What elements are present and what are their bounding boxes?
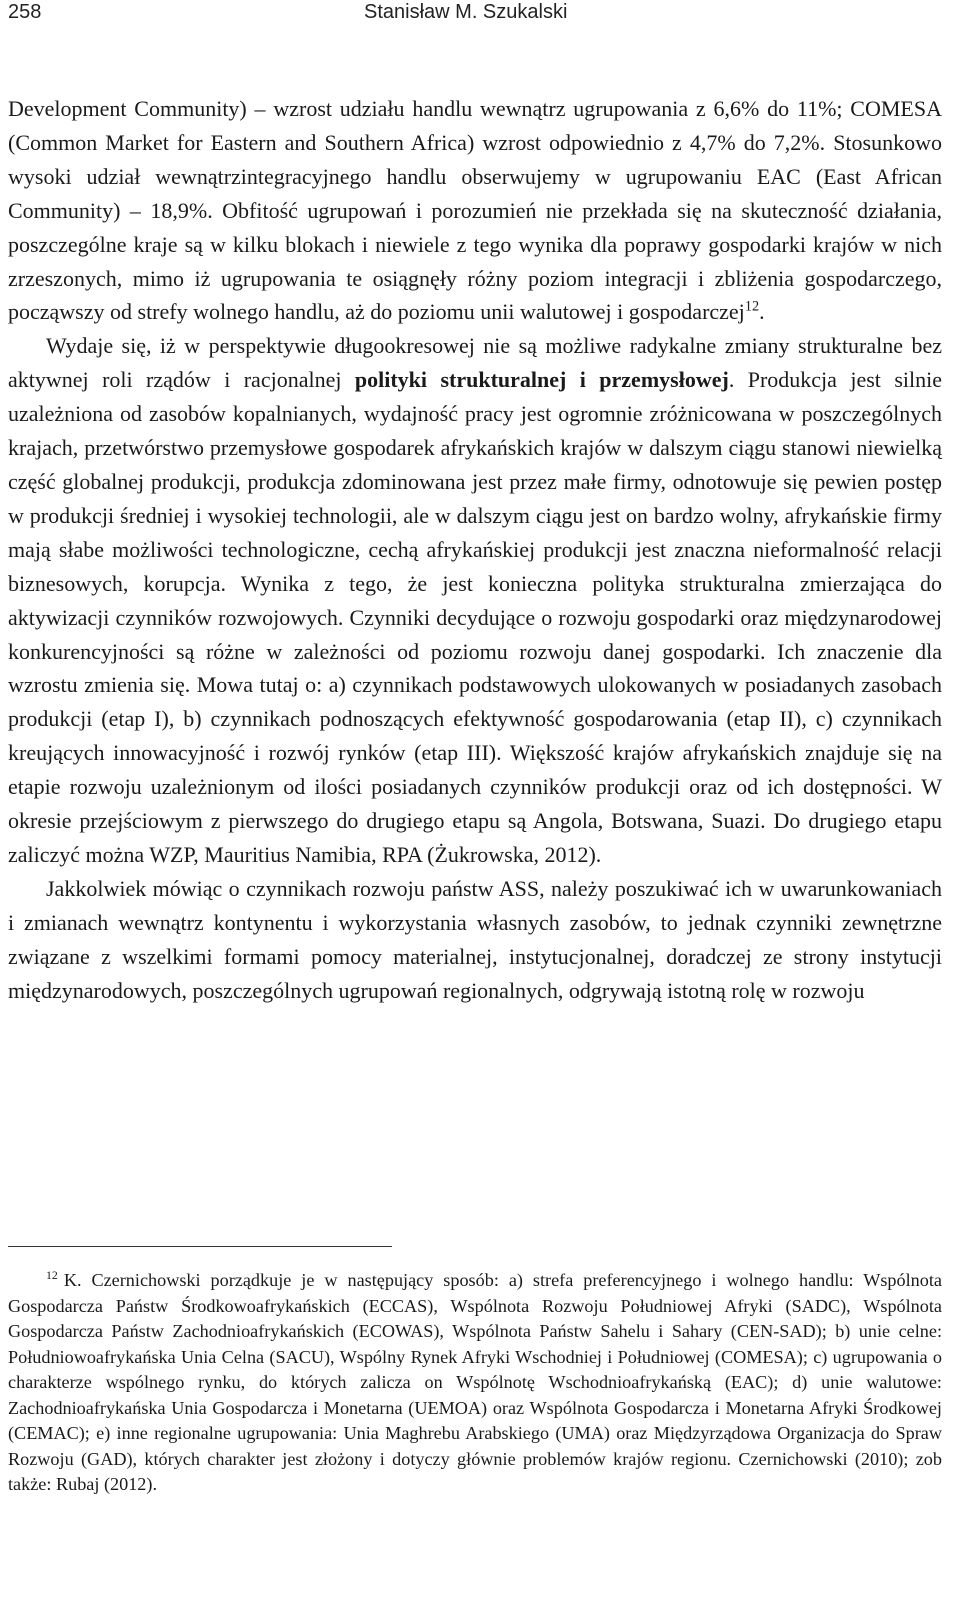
paragraph-development-factors (8, 872, 942, 1008)
main-text (8, 92, 942, 1007)
paragraph-text: . Produkcja jest silnie uzależniona od zasobów kopalnianych, wydajność pracy jest ogromnie zróżnicowana w poszczególnych krajach, przetwórstwo przemysłowe gospodarek afrykańskich krajów w dalszym ciągu stanowi niewielką część globalnej produkcji, produkcja zdominowana jest przez małe firmy, odnotowuje się pewien postęp w produkcji średniej i wysokiej technologii, ale w dalszym ciągu jest on bardzo wolny, afrykańskie firmy mają słabe możliwości technologiczne, cechą afrykańskiej produkcji jest znaczna nieformalność relacji biznesowych, korupcja. Wynika z tego, że jest konieczna polityka strukturalna zmierzająca do aktywizacji czynników rozwojowych. Czynniki decydujące o rozwoju gospodarki oraz międzynarodowej konkurencyjności są różne w zależności od poziomu rozwoju danej gospodarki. Ich znaczenie dla wzrostu zmienia się. Mowa tutaj o: a) czynnikach podstawowych ulokowanych w posiadanych zasobach produkcji (etap I), b) czynnikach podnoszących efektywność gospodarowania (etap II), c) czynnikach kreujących innowacyjność i rozwój rynków (etap III). Większość krajów afrykańskich znajduje się na etapie rozwoju uzależnionym od ilości posiadanych czynników produkcji oraz od ich dostępności. W okresie przejściowym z pierwszego do drugiego etapu są Angola, Botswana, Suazi. Do drugiego etapu zaliczyć można WZP, Mauritius Namibia, RPA (Żukrowska, 2012). (8, 367, 942, 867)
page-number: 258 (8, 1, 42, 23)
paragraph-text-end: . (759, 299, 765, 325)
footnote-text: K. Czernichowski porządkuje je w następujący sposób: a) strefa preferencyjnego i wolnego handlu: Wspólnota Gospodarcza Państw Środkowoafrykańskich (ECCAS), Wspólnota Rozwoju Południowej Afryki (SADC), Wspólnota Gospodarcza Państw Zachodnioafrykańskich (ECOWAS), Wspólnota Państw Sahelu i Sahary (CEN-SAD); b) unie celne: Południowoafrykańska Unia Celna (SACU), Wspólny Rynek Afryki Wschodniej i Południowej (COMESA); c) ugrupowania o charakterze wspólnego rynku, do których zalicza on Wspólnotę Wschodnioafrykańską (EAC); d) unie walutowe: Zachodnioafrykańska Unia Gospodarcza i Monetarna (UEMOA) oraz Wspólnota Gospodarcza i Monetarna Afryki Środkowej (CEMAC); e) inne regionalne ugrupowania: Unia Maghrebu Arabskiego (UMA) oraz Międzyrządowa Organizacja do Spraw Rozwoju (GAD), których charakter jest złożony i dotyczy głównie problemów krajów regionu. Czernichowski (2010); zob także: Rubaj (2012). (8, 1270, 942, 1494)
footnote-mark: 12 (46, 1267, 58, 1282)
footnote-12 (8, 1268, 942, 1498)
running-title-author: Stanisław M. Szukalski (364, 1, 568, 23)
footnote-separator (8, 1246, 392, 1247)
paragraph-structural-policy (8, 329, 942, 872)
footnotes (8, 1268, 942, 1498)
paragraph-text: Wydaje się, iż w perspektywie długookresowej nie są możliwe radykalne zmiany strukturalne bez aktywnej roli rządów i racjonalnej (8, 333, 942, 393)
running-header (8, 0, 942, 30)
paragraph-text: Development Community) – wzrost udziału handlu wewnątrz ugrupowania z 6,6% do 11%; COMESA (Common Market for Eastern and Southern Africa) wzrost odpowiednio z 4,7% do 7,2%. Stosunkowo wysoki udział wewnątrzintegracyjnego handlu obserwujemy w ugrupowaniu EAC (East African Community) – 18,9%. Obfitość ugrupowań i porozumień nie przekłada się na skuteczność działania, poszczególne kraje są w kilku blokach i niewiele z tego wynika dla poprawy gospodarki krajów w nich zrzeszonych, mimo iż ugrupowania te osiągnęły różny poziom integracji i zbliżenia gospodarczego, począwszy od strefy wolnego handlu, aż do poziomu unii walutowej i gospodarczej (8, 96, 942, 325)
bold-phrase: polityki strukturalnej i przemysłowej (354, 367, 729, 393)
footnote-reference[interactable]: 12 (744, 299, 760, 316)
paragraph-text: Jakkolwiek mówiąc o czynnikach rozwoju państw ASS, należy poszukiwać ich w uwarunkowaniach i zmianach wewnątrz kontynentu i wykorzystania własnych zasobów, to jednak czynniki zewnętrzne związane z wszelkimi formami pomocy materialnej, instytucjonalnej, doradczej ze strony instytucji międzynarodowych, poszczególnych ugrupowań regionalnych, odgrywają istotną rolę w rozwoju (8, 875, 942, 1003)
paragraph-continuation (8, 92, 942, 329)
